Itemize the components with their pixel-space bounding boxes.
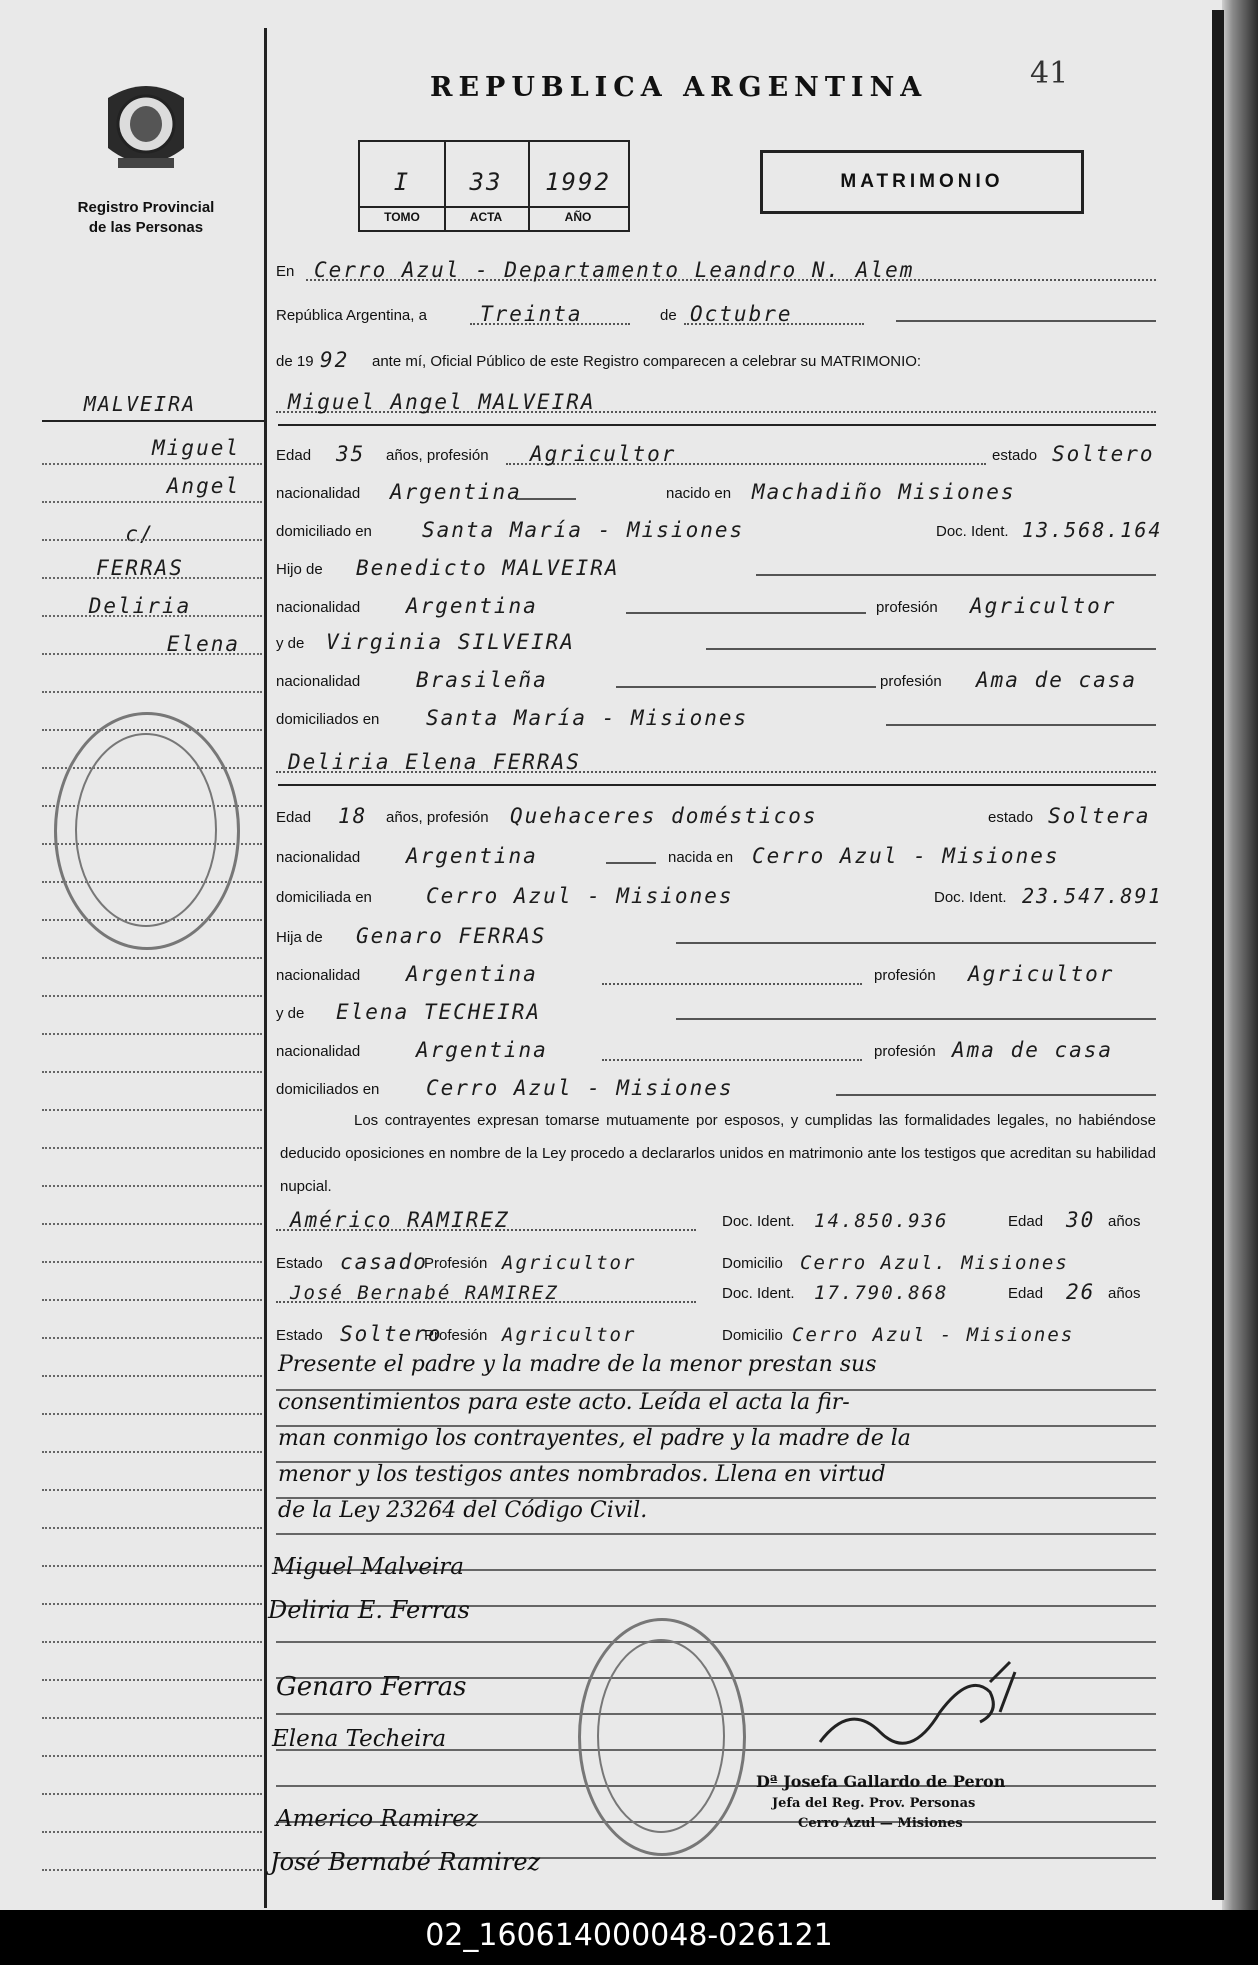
margin-ruled-line [42,1716,262,1719]
place-row [276,254,1160,284]
groom-father-nat-row [276,590,1160,620]
year-suffix: 92 [320,348,350,372]
bride-profession: Quehaceres domésticos [510,804,818,828]
signature-groom: Miguel Malveira [272,1554,465,1580]
declaration-text: Los contrayentes expresan tomarse mutuamente por esposos, y cumplidas las formalidades legales, no habiéndose deducido oposiciones en nombre de la Ley procedo a declararlos unidos en matrimonio ante los testigos que acreditan su habilidad nupcial. [280,1112,1156,1195]
edad-label: Edad [1008,1213,1044,1230]
margin-ruled-line [42,1108,262,1111]
signature-bride-mother: Elena Techeira [272,1726,447,1752]
margin-ruled-line [42,1298,262,1301]
witness2-name: José Bernabé RAMIREZ [290,1282,559,1304]
bride-name-row [276,746,1160,776]
witness1-name: Américo RAMIREZ [290,1208,510,1232]
bride-father-nat-row [276,958,1160,988]
profesion-label: Profesión [424,1255,488,1272]
nacida-label: nacida en [668,849,734,866]
edad-label: Edad [1008,1285,1044,1302]
witness1-domicile: Cerro Azul. Misiones [800,1252,1069,1274]
groom-age-row [276,438,1160,468]
note-line: de la Ley 23264 del Código Civil. [278,1498,648,1523]
register-box [358,140,630,232]
margin-ruled-line [42,956,262,959]
bride-father-profession: Agricultor [968,962,1115,986]
page-title: REPUBLICA ARGENTINA [430,72,928,103]
margin-ruled-line [42,1222,262,1225]
margin-ruled-line [42,1184,262,1187]
margin-ruled-line [42,1488,262,1491]
tomo-cell [360,142,446,230]
binder-edge [1222,0,1258,1910]
groom-father: Benedicto MALVEIRA [356,556,620,580]
bride-domicile-row [276,880,1163,910]
groom-father-profession: Agricultor [970,594,1117,618]
bride-nationality: Argentina [406,844,538,868]
margin-divider [264,28,267,1908]
witness1-age: 30 [1066,1208,1096,1232]
hijo-label: Hijo de [276,561,323,578]
signature-witness2: José Bernabé Ramirez [270,1848,541,1876]
margin-ruled-line [42,1336,262,1339]
margin-ruled-line [42,1830,262,1833]
doc-label: Doc. Ident. [722,1213,795,1230]
groom-parents-domicile-row [276,702,1160,732]
bride-age-row [276,800,1160,830]
margin-ruled-line [42,994,262,997]
domicilio-label: Domicilio [722,1255,783,1272]
bride-father: Genaro FERRAS [356,924,547,948]
tomo-label: TOMO [360,206,444,224]
margin-word: c/ [125,522,155,546]
witness2-details-row [276,1318,1160,1348]
margin-ruled-line [42,538,262,541]
groom-name: Miguel Angel MALVEIRA [288,390,596,414]
domicilio-label: Domicilio [722,1327,783,1344]
doc-label: Doc. Ident. [722,1285,795,1302]
registry-name-line1: Registro Provincial [77,199,215,216]
nacionalidad-label: nacionalidad [276,485,361,502]
tomo-value: I [393,168,411,196]
de-label: de [660,307,677,324]
official-title: Jefa del Reg. Prov. Personas [772,1796,976,1811]
margin-ruled-line [42,576,262,579]
margin-ruled-line [42,1678,262,1681]
groom-mother-nat-row [276,664,1160,694]
profesion-label: Profesión [424,1327,488,1344]
statement: ante mí, Oficial Público de este Registro comparecen a celebrar su MATRIMONIO: [372,353,922,370]
bride-birthplace: Cerro Azul - Misiones [752,844,1060,868]
registry-caption [46,198,246,238]
year-row [276,344,1160,374]
signature-bride-father: Genaro Ferras [276,1672,467,1702]
note-line: menor y los testigos antes nombrados. Llena en virtud [278,1462,886,1487]
margin-word: FERRAS [96,556,184,580]
en-label: En [276,263,295,280]
margin-ruled-line [42,1792,262,1795]
nacionalidad-label: nacionalidad [276,1043,361,1060]
bride-mother: Elena TECHEIRA [336,1000,542,1024]
margin-word: Angel [166,474,240,498]
groom-domicile-row [276,514,1163,544]
margin-ruled-line [42,652,262,655]
bride-father-row [276,920,1160,950]
groom-mother-profession: Ama de casa [976,668,1138,692]
bride-father-nationality: Argentina [406,962,538,986]
margin-surname: MALVEIRA [83,392,197,416]
margin-ruled-line [42,1032,262,1035]
witness1-doc: 14.850.936 [814,1210,949,1232]
groom-domicile: Santa María - Misiones [422,518,745,542]
groom-profession: Agricultor [530,442,677,466]
nacionalidad-label: nacionalidad [276,967,361,984]
doc-label: Doc. Ident. [936,523,1009,540]
nacionalidad-label: nacionalidad [276,849,361,866]
groom-doc: 13.568.164 [1022,518,1163,542]
bride-nationality-row [276,840,1160,870]
groom-father-row [276,552,1160,582]
margin-ruled-line [42,1526,262,1529]
profesion-label: profesión [874,1043,936,1060]
witness1-profession: Agricultor [502,1252,637,1274]
groom-parents-domicile: Santa María - Misiones [426,706,749,730]
margin-ruled-line [42,1412,262,1415]
groom-mother-nationality: Brasileña [416,668,548,692]
month-value: Octubre [690,302,793,326]
official-name: Dª Josefa Gallardo de Peron [756,1772,1006,1791]
witness2-doc: 17.790.868 [814,1282,949,1304]
groom-nationality-row [276,476,1160,506]
domiciliados-label: domiciliados en [276,711,380,728]
profesion-label: profesión [880,673,942,690]
witness2-age: 26 [1066,1280,1096,1304]
margin-ruled-line [42,1602,262,1605]
anio-cell [528,142,628,230]
bride-mother-nationality: Argentina [416,1038,548,1062]
footer-bar [0,1910,1258,1965]
margin-ruled-line [42,1868,262,1871]
witness1-details-row [276,1246,1160,1276]
anio-value: 1992 [545,168,611,196]
nacionalidad-label: nacionalidad [276,599,361,616]
witness2-profession: Agricultor [502,1324,637,1346]
margin-ruled-line [42,614,262,617]
witness1-status: casado [340,1250,428,1274]
footer-id: 02_160614000048-026121 [425,1918,833,1953]
bride-status: Soltera [1048,804,1151,828]
hija-label: Hija de [276,929,323,946]
margin-ruled-line [42,462,262,465]
place-value: Cerro Azul - Departamento Leandro N. Alem [314,258,915,282]
margin-ruled-line [42,1146,262,1149]
margin-ruled-line [42,690,262,693]
bride-doc: 23.547.891 [1022,884,1163,908]
groom-name-row [276,386,1160,416]
edad-label: Edad [276,447,312,464]
doc-label: Doc. Ident. [934,889,1007,906]
profesion-label: años, profesión [386,447,489,464]
groom-age: 35 [336,442,366,466]
domiciliado-label: domiciliado en [276,523,372,540]
margin-ruled-line [42,1450,262,1453]
registry-name-line2: de las Personas [88,219,204,236]
anios-label: años [1108,1213,1141,1230]
bride-age: 18 [338,804,368,828]
domiciliada-label: domiciliada en [276,889,372,906]
note-line: man conmigo los contrayentes, el padre y la madre de la [278,1426,911,1451]
profesion-label: profesión [874,967,936,984]
edad-label: Edad [276,809,312,826]
margin-ruled-line [42,500,262,503]
bride-parents-domicile: Cerro Azul - Misiones [426,1076,734,1100]
official-signature-scrawl [810,1652,1030,1762]
day-value: Treinta [480,302,583,326]
anio-label: AÑO [528,206,628,224]
note-line: consentimientos para este acto. Leída el acta la fir- [278,1390,850,1415]
yde-label: y de [276,1005,305,1022]
anios-label: años [1108,1285,1141,1302]
acta-cell [444,142,530,230]
groom-mother-row [276,626,1160,656]
margin-ruled-line [42,1640,262,1643]
yde-label: y de [276,635,305,652]
margin-ruled-line [42,1070,262,1073]
groom-status: Soltero [1052,442,1155,466]
margin-ruled-line [42,1754,262,1757]
signature-witness1: Americo Ramirez [276,1806,478,1832]
margin-word: Deliria [88,594,192,618]
acta-label: ACTA [444,206,528,224]
estado-label: estado [992,447,1038,464]
provincial-seal-logo [100,78,192,176]
bride-mother-nat-row [276,1034,1160,1064]
registry-stamp-left [54,712,240,950]
groom-mother: Virginia SILVEIRA [326,630,575,654]
estado-label: estado [988,809,1034,826]
signature-bride: Deliria E. Ferras [268,1596,470,1624]
page-number: 41 [1030,56,1069,91]
margin-ruled-line [42,1564,262,1567]
official-location: Cerro Azul — Misiones [798,1816,963,1831]
nacido-label: nacido en [666,485,732,502]
estado-label: Estado [276,1327,323,1344]
profesion-label: profesión [876,599,938,616]
witness2-status: Soltero [340,1322,443,1346]
domiciliados-label: domiciliados en [276,1081,380,1098]
margin-ruled-line [42,1374,262,1377]
bride-parents-domicile-row [276,1072,1160,1102]
bride-mother-profession: Ama de casa [952,1038,1114,1062]
margin-word: Miguel [152,436,240,460]
bride-domicile: Cerro Azul - Misiones [426,884,734,908]
bride-mother-row [276,996,1160,1026]
bride-name: Deliria Elena FERRAS [288,750,581,774]
nacionalidad-label: nacionalidad [276,673,361,690]
note-line: Presente el padre y la madre de la menor prestan sus [278,1352,877,1377]
acta-value: 33 [469,168,503,196]
estado-label: Estado [276,1255,323,1272]
document-type-box: MATRIMONIO [760,150,1084,214]
groom-birthplace: Machadiño Misiones [752,480,1016,504]
witness1-row [276,1204,1160,1234]
margin-word: Elena [166,632,240,656]
republica-label: República Argentina, a [276,307,427,324]
margin-ruled-line [42,1260,262,1263]
witness2-row [276,1276,1160,1306]
groom-father-nationality: Argentina [406,594,538,618]
date-row [276,298,1160,328]
groom-nationality: Argentina [390,480,522,504]
profesion-label: años, profesión [386,809,489,826]
binder-strip [1212,10,1224,1900]
registry-stamp-bottom [578,1618,746,1856]
witness2-domicile: Cerro Azul - Misiones [792,1324,1075,1346]
year-prefix: de 19 [276,353,314,370]
